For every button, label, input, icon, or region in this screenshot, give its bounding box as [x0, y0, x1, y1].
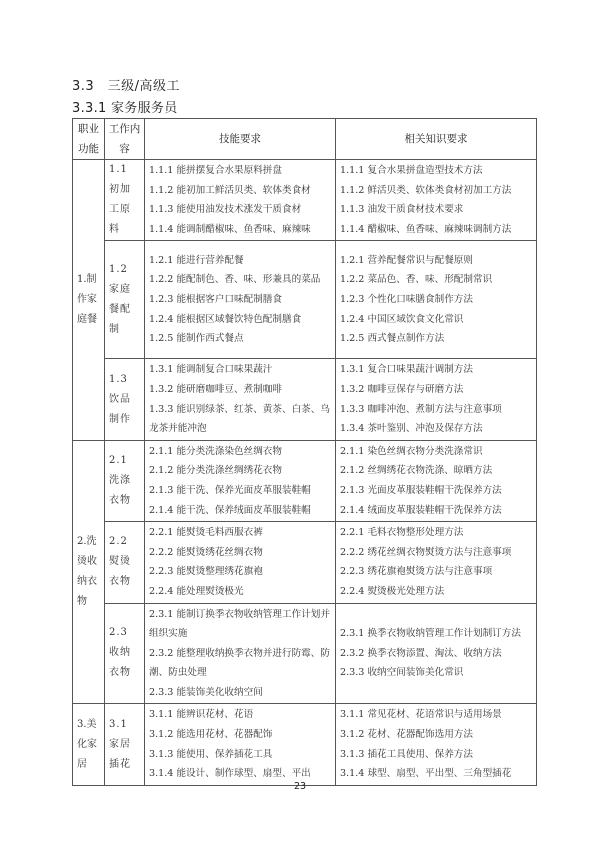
skill-item: 1.3.2 能研磨咖啡豆、煮制咖啡 — [149, 383, 282, 395]
header-work: 工作内容 — [105, 119, 145, 160]
knowledge-item: 1.1.4 醋椒味、鱼香味、麻辣味调制方法 — [340, 223, 512, 235]
skill-item: 1.2.1 能进行营养配餐 — [149, 254, 244, 266]
knowledge-item: 3.1.4 球型、扇型、平出型、三角型插花 — [340, 768, 512, 780]
knowledge-item: 2.2.2 绣花丝绸衣物熨烫方法与注意事项 — [340, 546, 512, 558]
table-row — [73, 440, 537, 521]
skill-item: 1.3.1 能调制复合口味果蔬汁 — [149, 364, 273, 376]
table-row — [73, 241, 537, 359]
knowledge-item: 2.1.3 光面皮革服装鞋帽干洗保养方法 — [340, 484, 502, 496]
table-body — [73, 160, 537, 786]
knowledge-cell — [336, 522, 537, 603]
knowledge-item: 2.1.1 染色丝绸衣物分类洗涤常识 — [340, 445, 483, 457]
work-content-cell: 3.1 家居插花 — [105, 704, 145, 785]
knowledge-cell — [336, 704, 537, 785]
skills-cell — [145, 603, 336, 704]
function-cell: 3.美化家居 — [73, 704, 105, 785]
table-row — [73, 704, 537, 785]
skills-cell — [145, 704, 336, 785]
page-number: 23 — [293, 781, 307, 792]
skill-item: 2.3.3 能装饰美化收纳空间 — [149, 686, 263, 698]
knowledge-item: 1.2.3 个性化口味膳食制作方法 — [340, 294, 473, 306]
skill-item: 1.1.1 能拼摆复合水果原料拼盘 — [149, 165, 282, 176]
skill-item: 1.1.2 能初加工鲜活贝类、软体类食材 — [149, 184, 311, 196]
knowledge-item: 2.2.3 绣花旗袍熨烫方法与注意事项 — [340, 566, 493, 578]
skill-item: 2.2.2 能熨烫绣花丝绸衣物 — [149, 546, 263, 558]
work-content-cell: 1.2 家庭餐配制 — [105, 241, 145, 359]
knowledge-item: 1.2.2 菜品色、香、味、形配制常识 — [340, 274, 493, 286]
skill-item: 2.2.1 能熨烫毛料西服衣裤 — [149, 527, 263, 539]
table-row — [73, 160, 537, 241]
skill-item: 2.3.1 能制订换季衣物收纳管理工作计划并组织实施 — [149, 608, 330, 640]
skill-item: 3.1.3 能使用、保养插花工具 — [149, 748, 273, 760]
requirements-table — [72, 118, 537, 786]
table-row — [73, 603, 537, 704]
knowledge-item: 2.1.2 丝绸绣花衣物洗涤、晾晒方法 — [340, 465, 493, 477]
section-heading: 3.3 三级/高级工 — [72, 79, 181, 94]
knowledge-item: 2.3.2 换季衣物添置、淘汰、收纳方法 — [340, 647, 502, 659]
table-header-row — [73, 119, 537, 160]
knowledge-item: 2.2.4 熨烫极光处理方法 — [340, 585, 445, 597]
work-content-cell: 2.1 洗涤衣物 — [105, 440, 145, 521]
knowledge-cell — [336, 359, 537, 440]
work-content-cell: 2.2 熨烫衣物 — [105, 522, 145, 603]
skill-item: 2.2.3 能熨烫整理绣花旗袍 — [149, 566, 263, 578]
knowledge-item: 2.3.1 换季衣物收纳管理工作计划制订方法 — [340, 628, 521, 640]
work-content-cell: 1.3 饮品制作 — [105, 359, 145, 440]
skill-item: 2.1.4 能干洗、保养绒面皮革服装鞋帽 — [149, 504, 311, 516]
knowledge-item: 1.1.3 油发干质食材技术要求 — [340, 204, 464, 216]
function-cell: 2.洗烫收纳衣物 — [73, 440, 105, 704]
knowledge-item: 1.3.2 咖啡豆保存与研磨方法 — [340, 383, 464, 395]
header-skills: 技能要求 — [145, 119, 336, 160]
skill-item: 1.2.5 能制作西式餐点 — [149, 333, 244, 345]
knowledge-item: 1.3.3 咖啡冲泡、煮制方法与注意事项 — [340, 403, 502, 415]
skills-cell — [145, 359, 336, 440]
knowledge-item: 3.1.1 常见花材、花语常识与适用场景 — [340, 709, 502, 721]
table-row — [73, 522, 537, 603]
header-knowledge: 相关知识要求 — [336, 119, 537, 160]
skill-item: 1.3.3 能识别绿茶、红茶、黄茶、白茶、乌龙茶并能冲泡 — [149, 403, 330, 435]
knowledge-cell — [336, 603, 537, 704]
knowledge-cell — [336, 440, 537, 521]
skill-item: 3.1.4 能设计、制作球型、扇型、平出 — [149, 768, 311, 780]
function-cell: 1.制作家庭餐 — [73, 160, 105, 441]
skill-item: 2.2.4 能处理熨烫极光 — [149, 585, 244, 597]
knowledge-item: 1.3.1 复合口味果蔬汁调制方法 — [340, 364, 473, 376]
skill-item: 3.1.1 能辨识花材、花语 — [149, 709, 254, 721]
skills-cell — [145, 241, 336, 359]
knowledge-item: 3.1.2 花材、花器配饰选用方法 — [340, 729, 473, 741]
skill-item: 2.1.3 能干洗、保养光面皮革服装鞋帽 — [149, 484, 311, 496]
knowledge-item: 1.1.2 鲜活贝类、软体类食材初加工方法 — [340, 184, 512, 196]
knowledge-cell — [336, 160, 537, 241]
knowledge-cell — [336, 241, 537, 359]
knowledge-item: 1.2.5 西式餐点制作方法 — [340, 333, 445, 345]
skill-item: 1.1.4 能调制醋椒味、鱼香味、麻辣味 — [149, 223, 311, 235]
skills-cell — [145, 522, 336, 603]
skills-cell — [145, 160, 336, 241]
skill-item: 1.1.3 能使用油发技术涨发干质食材 — [149, 204, 302, 216]
skill-item: 1.2.3 能根据客户口味配制膳食 — [149, 294, 282, 306]
skill-item: 2.1.2 能分类洗涤丝绸绣花衣物 — [149, 465, 282, 477]
skill-item: 2.1.1 能分类洗涤染色丝绸衣物 — [149, 445, 282, 457]
skill-item: 3.1.2 能选用花材、花器配饰 — [149, 729, 273, 741]
skill-item: 1.2.2 能配制色、香、味、形兼具的菜品 — [149, 274, 321, 286]
work-content-cell: 1.1 初加工原料 — [105, 160, 145, 241]
knowledge-item: 3.1.3 插花工具使用、保养方法 — [340, 748, 473, 760]
skill-item: 2.3.2 能整理收纳换季衣物并进行防霉、防潮、防虫处理 — [149, 647, 330, 679]
knowledge-item: 2.2.1 毛料衣物整形处理方法 — [340, 527, 464, 539]
knowledge-item: 1.1.1 复合水果拼盘造型技术方法 — [340, 165, 483, 176]
skills-cell — [145, 440, 336, 521]
work-content-cell: 2.3 收纳衣物 — [105, 603, 145, 704]
subsection-heading: 3.3.1 家务服务员 — [72, 101, 178, 116]
table-row — [73, 359, 537, 440]
knowledge-item: 2.3.3 收纳空间装饰美化常识 — [340, 667, 464, 679]
knowledge-item: 1.2.4 中国区域饮食文化常识 — [340, 313, 464, 325]
knowledge-item: 2.1.4 绒面皮革服装鞋帽干洗保养方法 — [340, 504, 502, 516]
knowledge-item: 1.2.1 营养配餐常识与配餐原则 — [340, 254, 473, 266]
knowledge-item: 1.3.4 茶叶鉴别、冲泡及保存方法 — [340, 423, 483, 435]
skill-item: 1.2.4 能根据区域餐饮特色配制膳食 — [149, 313, 302, 325]
header-function: 职业功能 — [73, 119, 105, 160]
